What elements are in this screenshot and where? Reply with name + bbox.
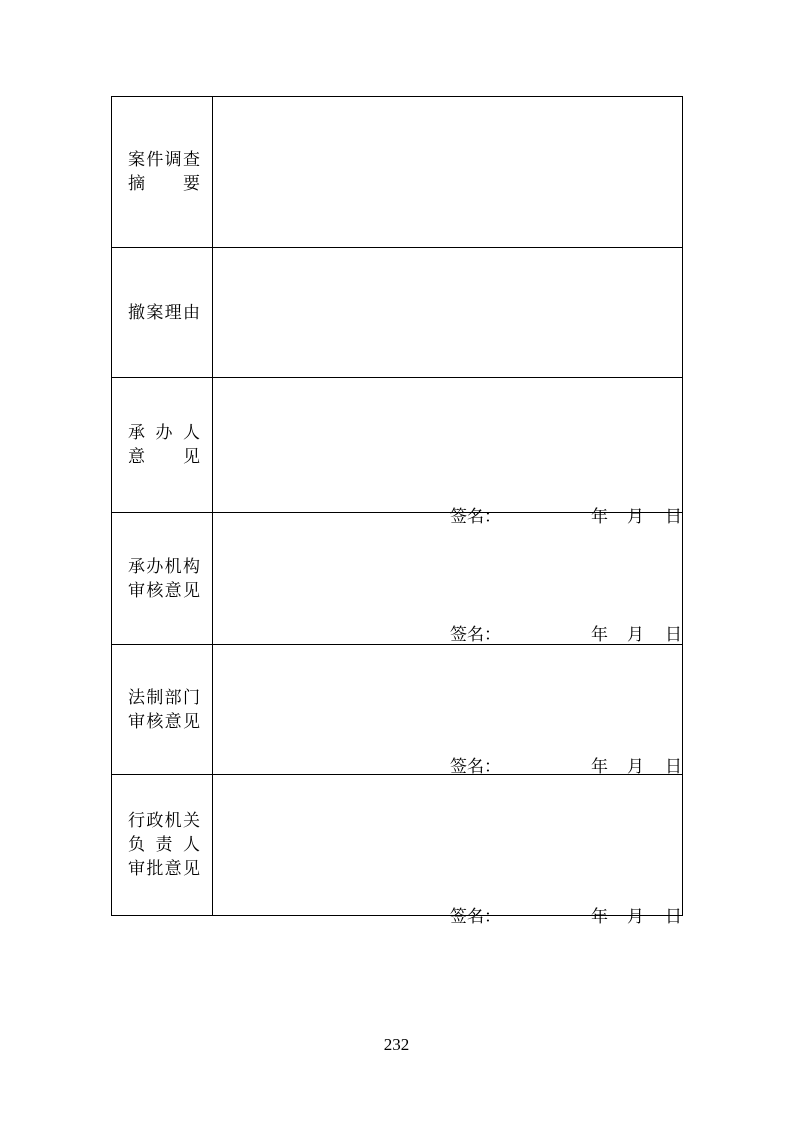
case-summary-field[interactable] — [213, 97, 683, 248]
signature-label: 签名： — [450, 907, 501, 927]
month-label: 月 — [627, 757, 644, 777]
withdrawal-reason-field[interactable] — [213, 248, 683, 378]
label-line: 行政机关 — [128, 811, 200, 831]
row-label — [112, 97, 213, 248]
row-label — [112, 513, 213, 645]
form-row-legal-review — [112, 645, 683, 775]
signature-label: 签名： — [450, 625, 501, 645]
day-label: 日 — [665, 625, 682, 645]
signature-label: 签名： — [450, 507, 501, 527]
year-label: 年 — [591, 757, 608, 777]
day-label: 日 — [665, 507, 682, 527]
form-row-case-summary — [112, 97, 683, 248]
handler-opinion-field[interactable] — [213, 378, 683, 527]
month-label: 月 — [627, 625, 644, 645]
day-label: 日 — [665, 907, 682, 927]
month-label: 月 — [627, 507, 644, 527]
label-line: 审核意见 — [128, 711, 200, 732]
label-line: 负 责 人 — [128, 835, 200, 855]
label-line: 审核意见 — [128, 580, 200, 601]
year-label: 年 — [591, 907, 608, 927]
form-row-handler-opinion — [112, 378, 683, 513]
page-number: 232 — [383, 1035, 410, 1054]
label-line: 审批意见 — [128, 859, 200, 879]
row-label — [112, 775, 213, 916]
legal-review-field[interactable] — [213, 645, 683, 775]
label-line: 承办机构 — [128, 556, 200, 577]
leader-approval-field[interactable] — [213, 775, 683, 927]
row-label — [112, 248, 213, 378]
row-label — [112, 645, 213, 775]
form-row-withdrawal-reason — [112, 248, 683, 378]
label-line: 撤案理由 — [128, 302, 200, 323]
row-label — [112, 378, 213, 513]
label-line: 案件调查 — [128, 150, 200, 170]
label-line: 承 办 人 — [128, 423, 200, 443]
label-line: 意 见 — [128, 447, 200, 467]
label-line: 摘 要 — [128, 174, 200, 194]
form-row-leader-approval — [112, 775, 683, 916]
label-line: 法制部门 — [128, 687, 200, 708]
case-withdrawal-form — [111, 96, 683, 927]
agency-review-field[interactable] — [213, 513, 683, 645]
day-label: 日 — [665, 757, 682, 777]
month-label: 月 — [627, 907, 644, 927]
form-row-agency-review — [112, 513, 683, 645]
signature-label: 签名： — [450, 757, 501, 777]
year-label: 年 — [591, 507, 608, 527]
year-label: 年 — [591, 625, 608, 645]
